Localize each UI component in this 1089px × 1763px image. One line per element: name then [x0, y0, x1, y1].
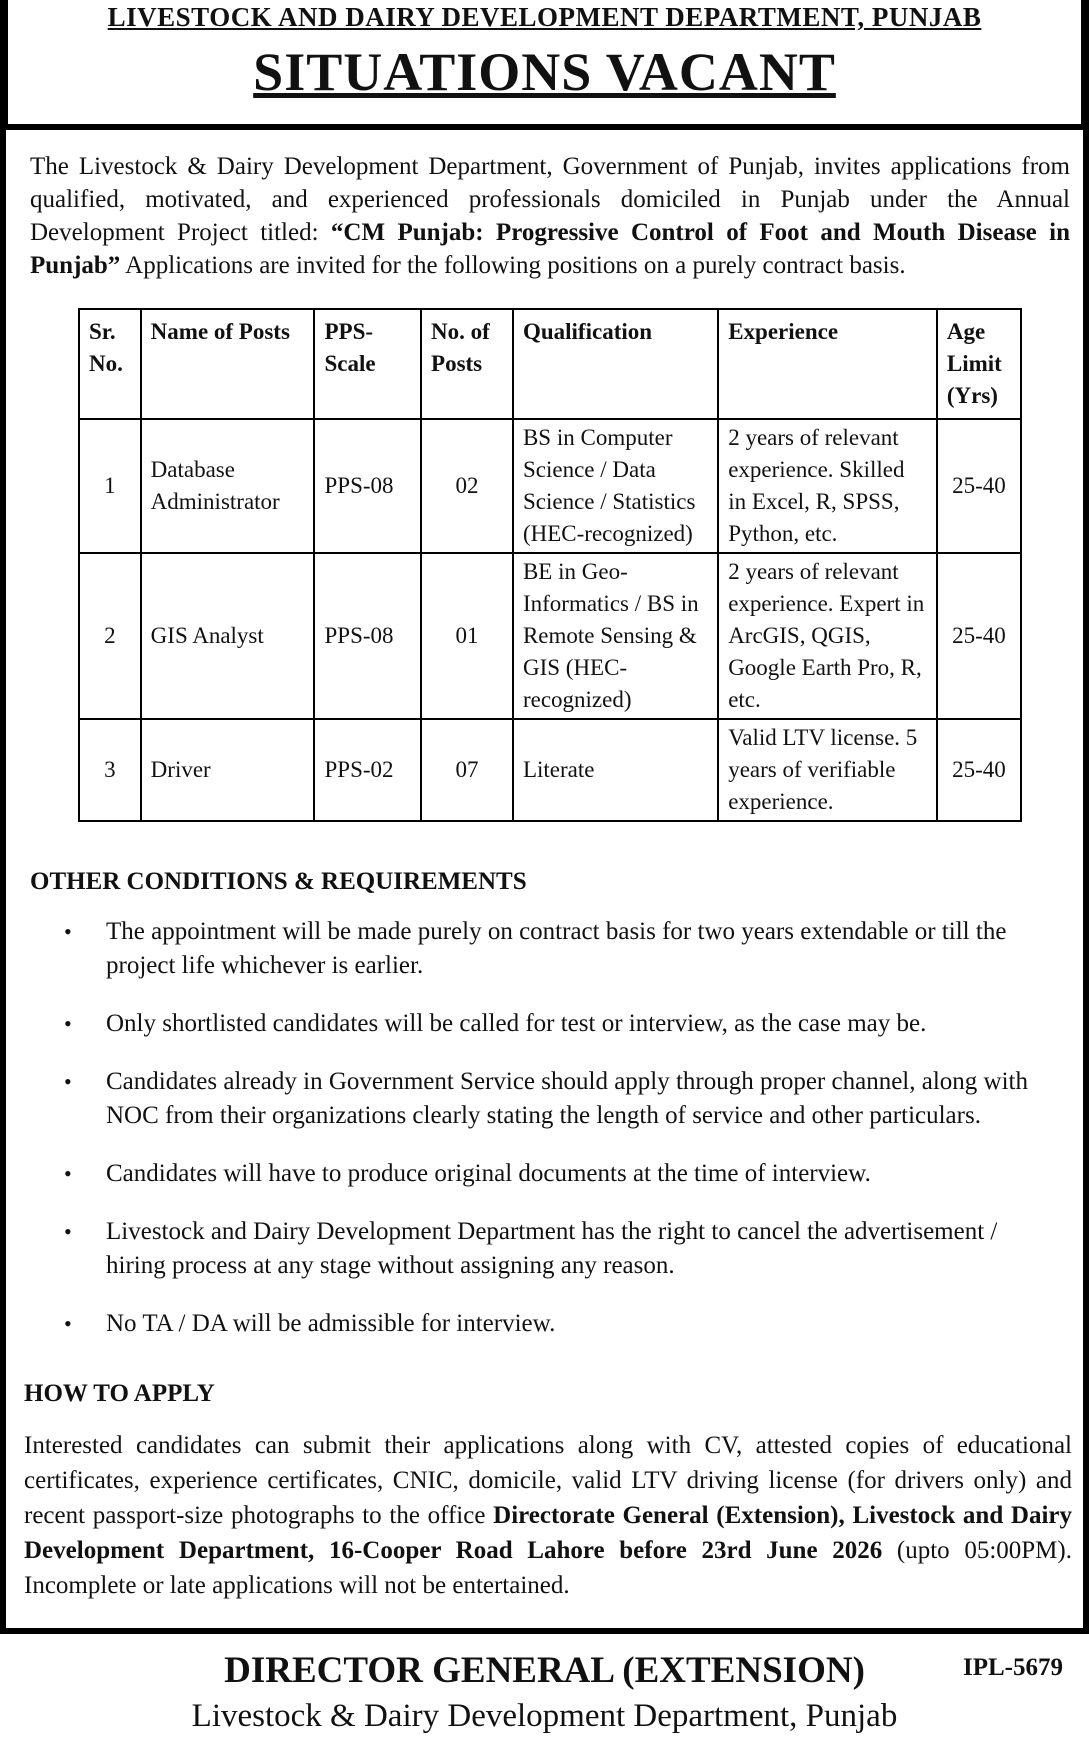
cell-scale: PPS-08	[314, 553, 421, 719]
cell-experience: 2 years of relevant experience. Expert in ArcGIS, QGIS, Google Earth Pro, R, etc.	[718, 553, 937, 719]
cell-scale: PPS-02	[314, 719, 421, 821]
conditions-heading: OTHER CONDITIONS & REQUIREMENTS	[30, 868, 527, 895]
header-pps-scale: PPS-Scale	[314, 309, 421, 419]
cell-post: GIS Analyst	[141, 553, 315, 719]
header-sr-no: Sr. No.	[79, 309, 141, 419]
table-row	[79, 419, 1021, 553]
cell-age: 25-40	[937, 419, 1021, 553]
cell-age: 25-40	[937, 553, 1021, 719]
bullet-icon: •	[64, 1011, 72, 1036]
cell-sr: 2	[79, 553, 141, 719]
how-to-apply-heading: HOW TO APPLY	[24, 1380, 215, 1407]
cell-post: Database Administrator	[141, 419, 315, 553]
apply-text-1: Interested candidates can submit their applications along with CV, attested copies of educational certificates, experience certificates, CNIC, domicile, valid LTV driving license (for drivers only) and recent passport-size photographs to the office	[24, 1432, 1072, 1529]
intro-text-2: Applications are invited for the following positions on a purely contract basis.	[120, 252, 906, 279]
cell-sr: 3	[79, 719, 141, 821]
cell-count: 07	[421, 719, 513, 821]
cell-count: 02	[421, 419, 513, 553]
right-border	[1083, 130, 1089, 1628]
condition-text: No TA / DA will be admissible for interview.	[106, 1310, 556, 1337]
list-item	[64, 1215, 1054, 1283]
cell-post: Driver	[141, 719, 315, 821]
bullet-icon: •	[64, 1311, 72, 1336]
cell-qualification: BS in Computer Science / Data Science / Statistics (HEC-recognized)	[513, 419, 718, 553]
cell-qualification: BE in Geo-Informatics / BS in Remote Sensing & GIS (HEC-recognized)	[513, 553, 718, 719]
bullet-icon: •	[64, 1219, 72, 1244]
list-item	[64, 1307, 1054, 1341]
header-experience: Experience	[718, 309, 937, 419]
cell-scale: PPS-08	[314, 419, 421, 553]
conditions-list	[64, 915, 1054, 1365]
cell-experience: Valid LTV license. 5 years of verifiable experience.	[718, 719, 937, 821]
bullet-icon: •	[64, 919, 72, 944]
header-age-limit: Age Limit (Yrs)	[937, 309, 1021, 419]
condition-text: Only shortlisted candidates will be called for test or interview, as the case may be.	[106, 1010, 927, 1037]
header-qualification: Qualification	[513, 309, 718, 419]
left-border	[0, 130, 6, 1628]
bullet-icon: •	[64, 1161, 72, 1186]
signatory-department: Livestock & Dairy Development Department, Punjab	[191, 1698, 898, 1734]
condition-text: The appointment will be made purely on contract basis for two years extendable or till the project life whichever is earlier.	[106, 918, 1007, 979]
header-post-name: Name of Posts	[141, 309, 315, 419]
cell-qualification: Literate	[513, 719, 718, 821]
apply-text-2: (upto 05:00PM). Incomplete or late applications will not be entertained.	[24, 1537, 1072, 1599]
footer	[0, 1628, 1089, 1763]
bullet-icon: •	[64, 1069, 72, 1094]
positions-table	[78, 308, 1022, 822]
intro-text-1: The Livestock & Dairy Development Department, Government of Punjab, invites applications from qualified, motivated, and experienced professionals domiciled in Punjab under the Annual Development Project titled:	[30, 153, 1070, 246]
cell-sr: 1	[79, 419, 141, 553]
list-item	[64, 1157, 1054, 1191]
cell-experience: 2 years of relevant experience. Skilled in Excel, R, SPSS, Python, etc.	[718, 419, 937, 553]
signatory-title: DIRECTOR GENERAL (EXTENSION)	[224, 1650, 865, 1691]
cell-count: 01	[421, 553, 513, 719]
project-title: “CM Punjab: Progressive Control of Foot and Mouth Disease in Punjab”	[30, 219, 1070, 279]
apply-address: Directorate General (Extension), Livestock and Dairy Development Department, 16-Cooper Road Lahore before 23rd June 2026	[24, 1502, 1073, 1564]
condition-text: Candidates will have to produce original documents at the time of interview.	[106, 1160, 871, 1187]
page-title: SITUATIONS VACANT	[253, 42, 836, 102]
table-row	[79, 553, 1021, 719]
ipl-reference: IPL-5679	[963, 1654, 1063, 1681]
table-row	[79, 719, 1021, 821]
condition-text: Candidates already in Government Service should apply through proper channel, along with NOC from their organizations clearly stating the length of service and other particulars.	[106, 1068, 1028, 1129]
list-item	[64, 1065, 1054, 1133]
table-header-row	[79, 309, 1021, 419]
header-box	[6, 0, 1083, 126]
department-title: LIVESTOCK AND DAIRY DEVELOPMENT DEPARTMENT, PUNJAB	[107, 2, 982, 32]
intro-paragraph	[30, 150, 1070, 282]
how-to-apply-paragraph	[24, 1428, 1072, 1603]
cell-age: 25-40	[937, 719, 1021, 821]
header-no-of-posts: No. of Posts	[421, 309, 513, 419]
list-item	[64, 1007, 1054, 1041]
condition-text: Livestock and Dairy Development Department has the right to cancel the advertisement / hiring process at any stage without assigning any reason.	[106, 1218, 998, 1279]
list-item	[64, 915, 1054, 983]
